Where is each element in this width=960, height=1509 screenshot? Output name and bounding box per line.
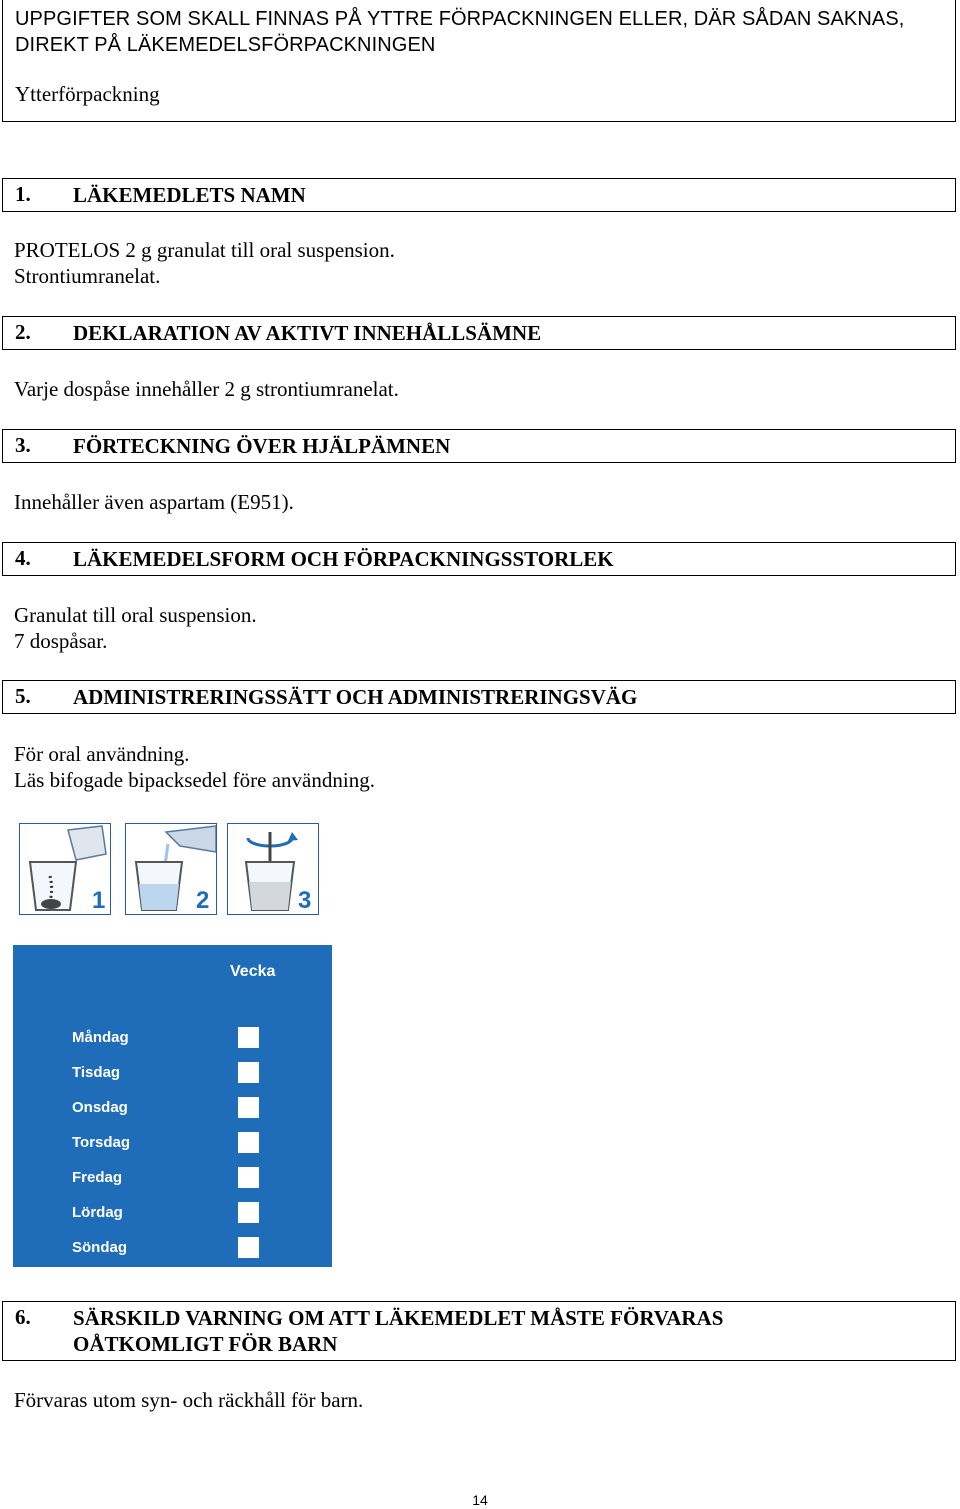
stir-icon xyxy=(227,823,319,915)
section-5-line-1: För oral användning. xyxy=(14,742,190,766)
calendar-row xyxy=(13,1132,332,1156)
calendar-row xyxy=(13,1062,332,1086)
calendar-row xyxy=(13,1097,332,1121)
header-subtitle: Ytterförpackning xyxy=(15,82,160,106)
section-title: ADMINISTRERINGSSÄTT OCH ADMINISTRERINGSVÄG xyxy=(73,685,638,709)
day-label: Tisdag xyxy=(72,1064,121,1081)
section-number: 4. xyxy=(15,546,31,570)
day-checkbox[interactable] xyxy=(238,1132,259,1153)
step-number: 1 xyxy=(92,887,106,914)
section-title: FÖRTECKNING ÖVER HJÄLPÄMNEN xyxy=(73,434,451,458)
section-number: 1. xyxy=(15,182,31,206)
calendar-row xyxy=(13,1237,332,1261)
day-checkbox[interactable] xyxy=(238,1202,259,1223)
section-number: 3. xyxy=(15,433,31,457)
calendar-row xyxy=(13,1167,332,1191)
section-title: LÄKEMEDELSFORM OCH FÖRPACKNINGSSTORLEK xyxy=(73,547,614,571)
day-checkbox[interactable] xyxy=(238,1062,259,1083)
day-label: Fredag xyxy=(72,1169,123,1186)
day-checkbox[interactable] xyxy=(238,1097,259,1118)
header-title: UPPGIFTER SOM SKALL FINNAS PÅ YTTRE FÖRPACKNINGEN ELLER, DÄR SÅDAN SAKNAS, DIREKT PÅ LÄKEMEDELSFÖRPACKNINGEN xyxy=(15,8,905,56)
section-number: 5. xyxy=(15,684,31,708)
section-1-heading xyxy=(2,178,956,212)
day-label: Lördag xyxy=(72,1204,123,1221)
section-4-line-1: Granulat till oral suspension. xyxy=(14,603,257,627)
section-1-line-2: Strontiumranelat. xyxy=(14,264,161,288)
day-label: Måndag xyxy=(72,1029,129,1046)
section-number: 2. xyxy=(15,320,31,344)
section-4-heading xyxy=(2,542,956,576)
section-5-heading xyxy=(2,680,956,714)
calendar-row xyxy=(13,1027,332,1051)
calendar-row xyxy=(13,1202,332,1226)
section-2-line-1: Varje dospåse innehåller 2 g strontiumranelat. xyxy=(14,377,399,401)
day-label: Torsdag xyxy=(72,1134,131,1151)
day-checkbox[interactable] xyxy=(238,1167,259,1188)
calendar-title: Vecka xyxy=(230,963,276,980)
section-title: DEKLARATION AV AKTIVT INNEHÅLLSÄMNE xyxy=(73,321,542,345)
day-label: Söndag xyxy=(72,1239,127,1256)
section-4-line-2: 7 dospåsar. xyxy=(14,629,108,653)
step-number: 2 xyxy=(196,887,210,914)
section-6-line-1: Förvaras utom syn- och räckhåll för barn. xyxy=(14,1388,364,1412)
section-title: SÄRSKILD VARNING OM ATT LÄKEMEDLET MÅSTE FÖRVARAS OÅTKOMLIGT FÖR BARN xyxy=(73,1306,724,1356)
page-number: 14 xyxy=(472,1492,488,1508)
step-number: 3 xyxy=(298,887,312,914)
week-calendar xyxy=(13,945,332,1267)
section-number: 6. xyxy=(15,1305,31,1329)
section-3-heading xyxy=(2,429,956,463)
pour-water-icon xyxy=(125,823,217,915)
day-label: Onsdag xyxy=(72,1099,128,1116)
section-6-heading xyxy=(2,1301,956,1361)
section-title: LÄKEMEDLETS NAMN xyxy=(73,183,306,207)
header-box xyxy=(2,0,956,122)
section-1-line-1: PROTELOS 2 g granulat till oral suspension. xyxy=(14,238,395,262)
section-5-line-2: Läs bifogade bipacksedel före användning. xyxy=(14,768,375,792)
day-checkbox[interactable] xyxy=(238,1027,259,1048)
section-3-line-1: Innehåller även aspartam (E951). xyxy=(14,490,294,514)
section-2-heading xyxy=(2,316,956,350)
day-checkbox[interactable] xyxy=(238,1237,259,1258)
pour-granules-icon xyxy=(19,823,111,915)
